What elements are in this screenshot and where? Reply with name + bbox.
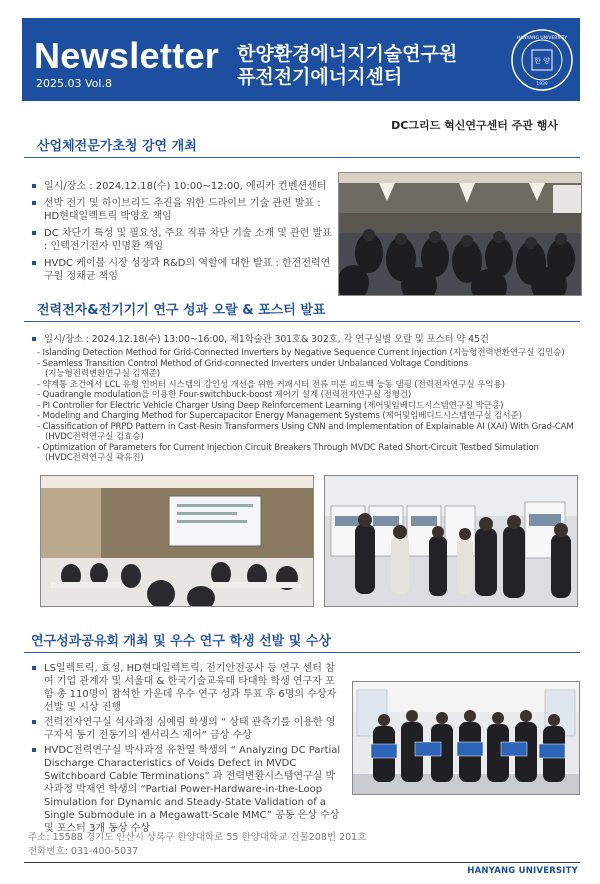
list-item: - Islanding Detection Method for Grid-Connected Inverters by Negative Sequence Current Injection (지능형전력변환연구실 김민승) (37, 348, 565, 358)
list-item: (지능형전력변환연구실 김재준) (45, 369, 160, 379)
issue-label: 2025.03 Vol.8 (36, 77, 112, 90)
list-item: HVDC전력연구실 박사과정 유찬열 학생의 “ Analyzing DC Partial Discharge Characteristics of Voids Defect in MVDC Switchboard Cable Terminations” 과 전력변환시스템연구실 박사과정 박재연 학생의 “Partial Power-Hardware-in-the-Loop Simulation for Dynamic and Steady-State Validation of a Single Submodule in a Megawatt-Scale MMC” 공동 은상 수상 및 포스터 3개 동상 수상 (31, 744, 341, 835)
university-seal-logo (511, 29, 573, 91)
list-item: 일시/장소 : 2024.12.18(수) 10:00~12:00, 에리카 컨벤션센터 (31, 180, 333, 193)
footer-address: 주소: 15588 경기도 안산시 상록구 한양대학로 55 한양대학교 건물208번 201호 (28, 832, 367, 843)
oral-presentation-photo (40, 475, 314, 607)
list-item: - Classification of PRPD Pattern in Cast-Resin Transformers Using CNN and Implementation of Explainable AI (XAI) With Grad-CAM (37, 421, 574, 432)
list-item: - 약계통 조건에서 LCL 유형 인버터 시스템의 강인성 개선을 위한 커패시터 전류 미분 피드백 능동 댐핑 (전력전자연구실 우익용) (37, 379, 505, 390)
section-divider (24, 652, 580, 653)
list-item: HVDC 케이블 시장 성장과 R&D의 역할에 대한 발표 : 한전전력연구원 정채균 책임 (31, 257, 333, 283)
list-item: 전력전자연구실 석사과정 심예림 학생의 “ 상태 관측기를 이용한 영구자석 동기 전동기의 센서리스 제어” 금상 수상 (31, 716, 341, 742)
svg-text:HANYANG UNIVERSITY: HANYANG UNIVERSITY (516, 36, 568, 41)
lecture-hall-photo (338, 172, 582, 296)
list-item: DC 차단기 특성 및 필요성, 주요 직류 차단 기술 소개 및 관련 발표 : 인텍전기전자 민명환 책임 (31, 227, 333, 253)
section-2-title: 전력전자&전기기기 연구 성과 오랄 & 포스터 발표 (37, 303, 326, 318)
list-item: (HVDC전력연구실 김효승) (45, 432, 144, 442)
award-ceremony-photo (352, 681, 580, 795)
section-3-bullets (31, 662, 341, 835)
section-1-bullets (31, 180, 333, 287)
footer-phone: 전화번호: 031-400-5037 (28, 846, 139, 857)
footer-brand-logo: HANYANG UNIVERSITY (467, 866, 578, 876)
section-divider (24, 157, 580, 158)
section-divider (24, 321, 580, 322)
section-3-title: 연구성과공유회 개최 및 우수 연구 학생 선발 및 수상 (31, 634, 331, 649)
list-item: - Optimization of Parameters for Current Injection Circuit Breakers Through MVDC Rated Short-Circuit Testbed Simulation (37, 442, 539, 453)
list-item: - Seamless Transition Control Method of Grid-connected Inverters under Unbalanced Voltage Conditions (37, 358, 468, 369)
organization-name: 한양환경에너지기술연구원 (237, 43, 458, 65)
list-item: - Modeling and Charging Method for Supercapacitor Energy Management Systems (제어및임베디드시스템연구실 김서준) (37, 411, 522, 421)
list-item: - PI Controller for Electric Vehicle Charger Using Deep Reinforcement Learning (제어및임베디드시스템연구실 박근홍) (37, 400, 504, 411)
svg-text:한 양: 한 양 (534, 57, 550, 65)
svg-text:1939: 1939 (536, 82, 548, 87)
host-line: DC그리드 혁신연구센터 주관 행사 (391, 119, 558, 132)
list-item: - Quadrangle modulation을 이용한 Four-switchbuck-boost 제어기 설계 (전력전자연구실 정형건) (37, 390, 412, 400)
list-item: LS일렉트릭, 효성, HD현대일렉트릭, 전기안전공사 등 연구 센터 참여 기업 관계자 및 서울대 & 한국기술교육대 타대학 학생 연구자 포함 총 110명이 참석한 가운데 우수 연구 성과 투표 후 6명의 수상자 선발 및 시상 진행 (31, 662, 341, 714)
list-item: 선박 전기 및 하이브리드 추진을 위한 드라이브 기술 관련 발표 : HD현대일렉트릭 박영호 책임 (31, 197, 333, 223)
list-item: 일시/장소 : 2024.12.18(수) 13:00~16:00, 제1학술관 301호& 302호, 각 연구실별 오랄 및 포스터 약 45건 (31, 333, 581, 346)
section-1-title: 산업체전문가초청 강연 개최 (37, 139, 197, 154)
poster-session-photo (324, 475, 578, 607)
presentation-list (37, 348, 582, 464)
list-item: (HVDC전력연구실 곽유진) (45, 453, 144, 463)
center-name: 퓨전전기에너지센터 (237, 66, 403, 88)
newsletter-title: Newsletter (34, 35, 220, 76)
footer-divider (24, 862, 580, 863)
